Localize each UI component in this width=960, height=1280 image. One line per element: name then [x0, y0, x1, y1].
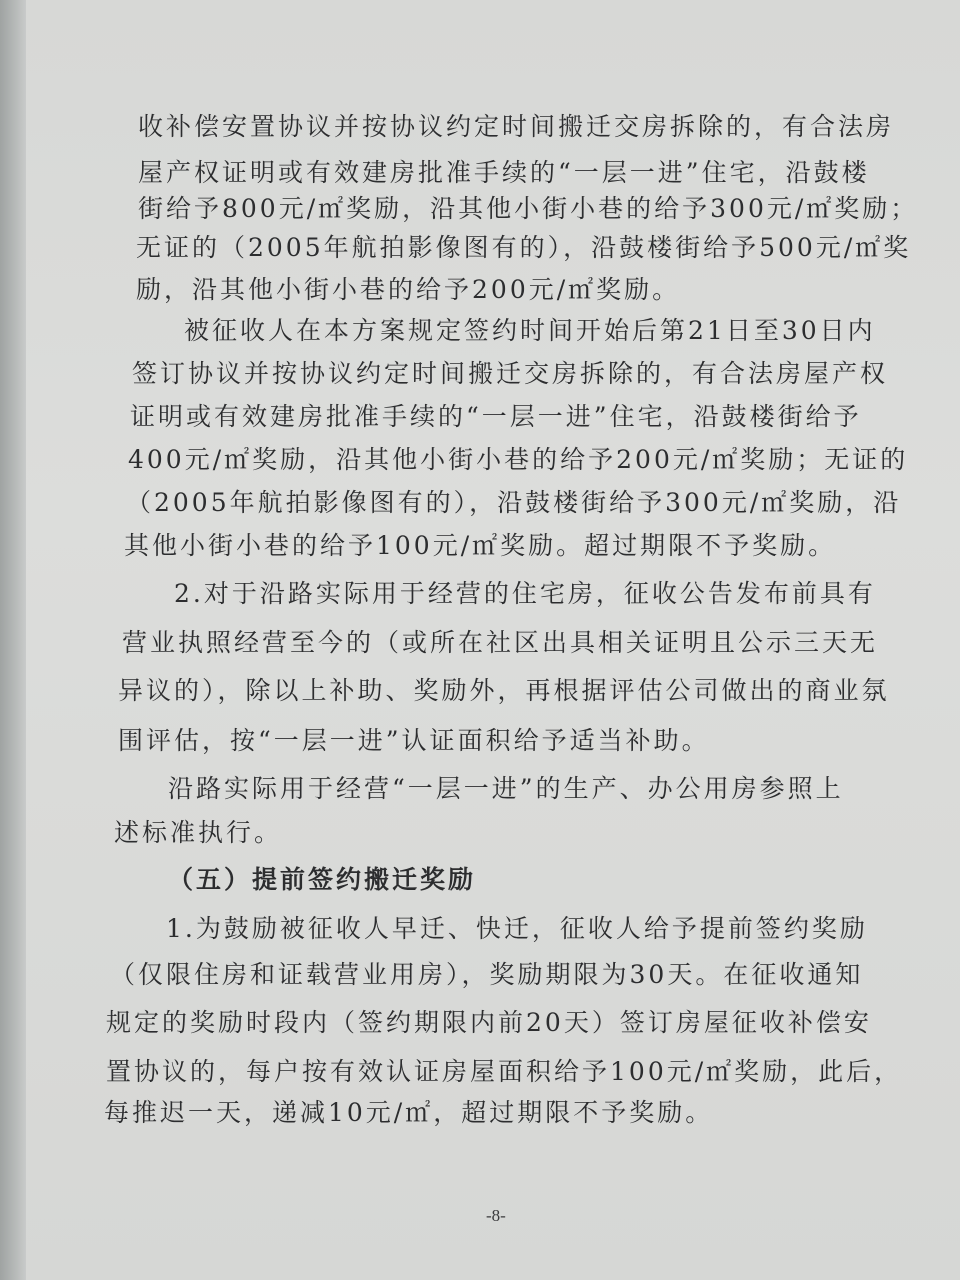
text-line-19: 1.为鼓励被征收人早迁、快迁，征收人给予提前签约奖励	[166, 914, 868, 943]
section-heading: （五）提前签约搬迁奖励	[168, 865, 477, 894]
text-line-6: 被征收人在本方案规定签约时间开始后第21日至30日内	[184, 316, 876, 345]
text-line-15: 围评估，按“一层一进”认证面积给予适当补助。	[118, 726, 710, 755]
text-line-10: （2005年航拍影像图有的），沿鼓楼街给予300元/㎡奖励，沿	[126, 488, 902, 517]
text-line-7: 签订协议并按协议约定时间搬迁交房拆除的，有合法房屋产权	[132, 359, 889, 388]
text-line-21: 规定的奖励时段内（签约期限内前20天）签订房屋征收补偿安	[106, 1008, 872, 1037]
page-number: -8-	[486, 1206, 506, 1225]
text-line-8: 证明或有效建房批准手续的“一层一进”住宅，沿鼓楼街给予	[130, 402, 862, 431]
text-line-11: 其他小街小巷的给予100元/㎡奖励。超过期限不予奖励。	[124, 531, 837, 560]
text-line-4: 无证的（2005年航拍影像图有的），沿鼓楼街给予500元/㎡奖	[136, 233, 912, 262]
text-line-22: 置协议的，每户按有效认证房屋面积给予100元/㎡奖励，此后，	[106, 1057, 903, 1086]
text-line-9: 400元/㎡奖励，沿其他小街小巷的给予200元/㎡奖励；无证的	[128, 445, 909, 474]
text-line-14: 异议的），除以上补助、奖励外，再根据评估公司做出的商业氛	[118, 676, 890, 705]
text-line-23: 每推迟一天，递减10元/㎡，超过期限不予奖励。	[104, 1098, 714, 1127]
text-line-17: 述标准执行。	[114, 818, 283, 847]
text-line-2: 屋产权证明或有效建房批准手续的“一层一进”住宅，沿鼓楼	[138, 158, 870, 187]
document-page	[26, 0, 960, 1280]
text-line-3: 街给予800元/㎡奖励，沿其他小街小巷的给予300元/㎡奖励；	[138, 194, 919, 223]
page-edge	[0, 0, 26, 1280]
text-line-5: 励，沿其他小街小巷的给予200元/㎡奖励。	[136, 275, 681, 304]
text-line-16: 沿路实际用于经营“一层一进”的生产、办公用房参照上	[168, 774, 844, 803]
text-line-1: 收补偿安置协议并按协议约定时间搬迁交房拆除的，有合法房	[138, 112, 895, 141]
text-line-20: （仅限住房和证载营业用房），奖励期限为30天。在征收通知	[110, 960, 864, 989]
text-line-12: 2.对于沿路实际用于经营的住宅房，征收公告发布前具有	[174, 579, 876, 608]
text-line-13: 营业执照经营至今的（或所在社区出具相关证明且公示三天无	[122, 628, 879, 657]
